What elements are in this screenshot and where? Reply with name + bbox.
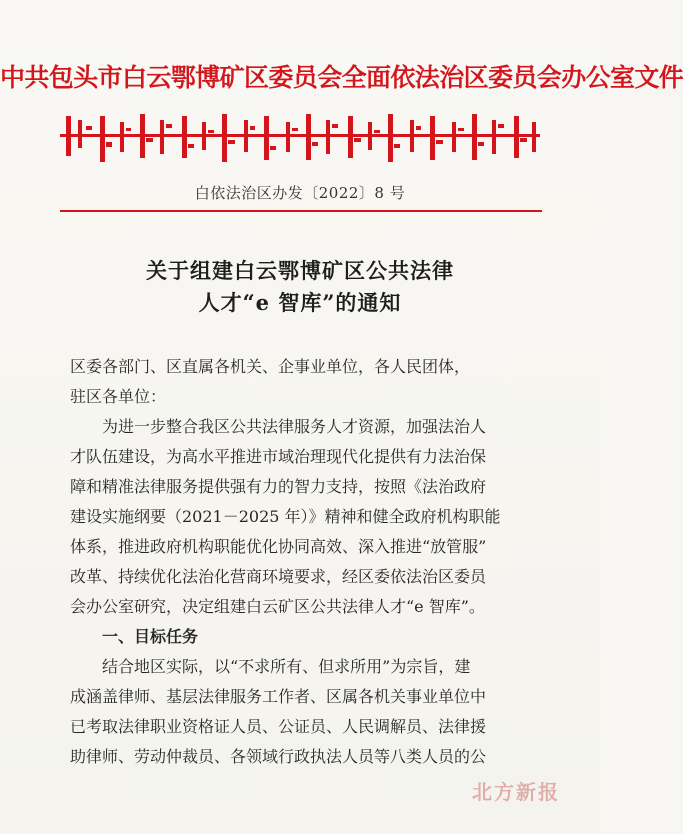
paragraph-line: 助律师、劳动仲裁员、各领域行政执法人员等八类人员的公 xyxy=(70,747,487,766)
paragraph-line: 建设实施纲要（2021－2025 年）》精神和健全政府机构职能 xyxy=(70,507,501,526)
paragraph-line: 成涵盖律师、基层法律服务工作者、区属各机关事业单位中 xyxy=(70,687,487,706)
mongolian-script-header xyxy=(60,112,540,166)
section-heading: 一、目标任务 xyxy=(102,627,199,646)
paragraph-line: 会办公室研究，决定组建白云矿区公共法律人才“e 智库”。 xyxy=(70,597,485,616)
watermark-logo: 北方新报 xyxy=(472,780,560,804)
paragraph-line: 为进一步整合我区公共法律服务人才资源，加强法治人 xyxy=(102,417,487,436)
document-body xyxy=(70,352,550,772)
paragraph-line: 障和精准法律服务提供强有力的智力支持，按照《法治政府 xyxy=(70,477,487,496)
addressee-line: 区委各部门、区直属各机关、企事业单位，各人民团体， xyxy=(70,357,471,376)
paragraph-line: 已考取法律职业资格证人员、公证员、人民调解员、法律援 xyxy=(70,717,487,736)
paragraph-line: 体系，推进政府机构职能优化协同高效、深入推进“放管服” xyxy=(70,537,487,556)
addressee-line: 驻区各单位： xyxy=(70,387,167,406)
paragraph-line: 结合地区实际，以“不求所有、但求所用”为宗旨，建 xyxy=(102,657,471,676)
document-header-title: 中共包头市白云鄂博矿区委员会全面依法治区委员会办公室文件 xyxy=(0,63,683,92)
header-divider xyxy=(60,210,542,212)
document-number: 白依法治区办发〔2022〕8 号 xyxy=(194,184,406,202)
paragraph-line: 改革、持续优化法治化营商环境要求，经区委依法治区委员 xyxy=(70,567,487,586)
notice-title-line2: 人才“e 智库”的通知 xyxy=(198,290,402,315)
paragraph-line: 才队伍建设，为高水平推进市域治理现代化提供有力法治保 xyxy=(70,447,487,466)
notice-title-line1: 关于组建白云鄂博矿区公共法律 xyxy=(146,258,454,283)
